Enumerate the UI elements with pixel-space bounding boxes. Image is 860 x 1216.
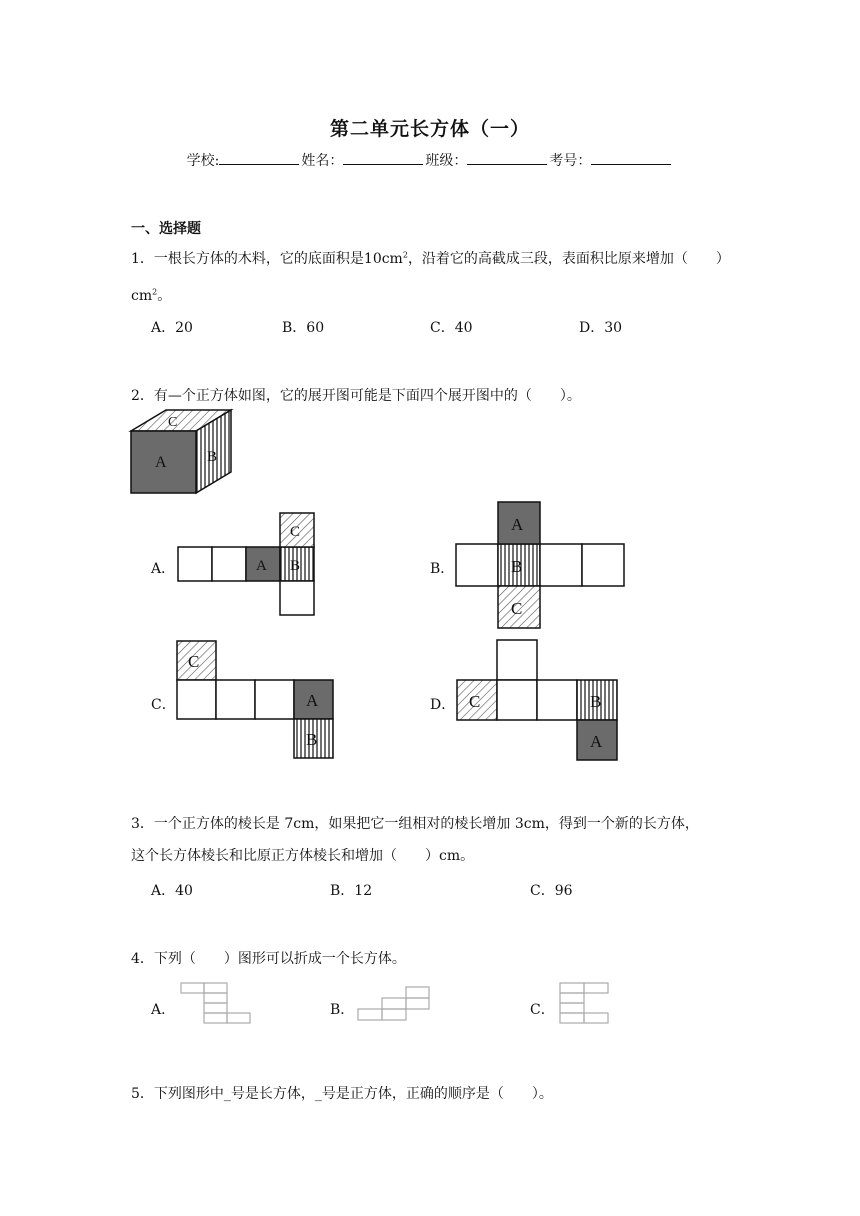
net-c-label-a: A — [306, 691, 319, 710]
q4-b-cell — [382, 998, 406, 1009]
page-title: 第二单元长方体（一） — [329, 118, 530, 140]
net-d-cell — [497, 640, 537, 680]
section-heading: 一、选择题 — [131, 221, 201, 237]
q1-unit: cm — [131, 288, 153, 304]
name-label: 姓名： — [301, 153, 344, 169]
q1-sup: 2 — [402, 250, 408, 260]
net-c-label-b: B — [306, 730, 318, 749]
q4-option-c-label[interactable]: C． — [530, 1002, 555, 1018]
q3-option-b[interactable]: B．12 — [330, 883, 373, 899]
q4-a-cell — [204, 1013, 227, 1023]
question-5-text: 5．下列图形中_号是长方体，_号是正方体，正确的顺序是（ ）。 — [131, 1086, 553, 1102]
net-c-label-c: C — [188, 652, 200, 671]
q4-a-cell — [204, 983, 227, 993]
q4-a-cell — [204, 993, 227, 1003]
cube-label-b: B — [207, 449, 218, 465]
q4-b-cell — [382, 1009, 406, 1020]
q1-option-b[interactable]: B．60 — [282, 320, 325, 336]
q4-option-b-label[interactable]: B． — [330, 1002, 355, 1018]
net-c-cell — [177, 680, 216, 719]
question-4-text: 4．下列（ ）图形可以折成一个长方体。 — [131, 951, 406, 967]
net-a-cell — [280, 581, 314, 615]
q2-option-b-label[interactable]: B． — [430, 561, 455, 577]
q4-a-cell — [227, 1013, 250, 1023]
q1-unit-sup: 2 — [152, 287, 158, 297]
q4-c-cell — [560, 983, 584, 993]
q4-c-cell — [584, 1013, 608, 1023]
net-d-cell — [537, 680, 577, 720]
school-label: 学校: — [186, 153, 220, 169]
q2-option-d-label[interactable]: D． — [430, 697, 456, 713]
q4-a-cell — [204, 1003, 227, 1013]
net-b-cell — [540, 544, 582, 586]
q1-option-c[interactable]: C．40 — [430, 320, 473, 336]
cube-figure — [131, 410, 231, 493]
q4-b-cell — [406, 987, 429, 998]
q2-option-c-label[interactable]: C． — [151, 697, 176, 713]
net-b-label-b: B — [511, 557, 523, 576]
net-a-label-b: B — [290, 558, 301, 574]
question-3-line2: 这个长方体棱长和比原正方体棱长和增加（ ）cm。 — [131, 848, 475, 864]
net-a-cell — [178, 547, 212, 581]
q2-option-a-label[interactable]: A． — [151, 561, 176, 577]
q4-net-b[interactable] — [358, 987, 429, 1020]
net-b-label-c: C — [511, 599, 523, 618]
q4-c-cell — [584, 983, 608, 993]
exam-no-label: 考号： — [549, 153, 592, 169]
q4-c-cell — [560, 1013, 584, 1023]
net-d-label-a: A — [590, 732, 603, 751]
q4-option-a-label[interactable]: A． — [151, 1002, 176, 1018]
net-d-label-b: B — [590, 692, 602, 711]
net-b-label-a: A — [511, 515, 524, 534]
net-b-cell — [582, 544, 624, 586]
q4-b-cell — [358, 1009, 382, 1020]
q1-end: 。 — [157, 288, 172, 304]
q3-option-a[interactable]: A．40 — [151, 883, 193, 899]
net-d-label-c: C — [469, 692, 481, 711]
q1-option-a[interactable]: A．20 — [151, 320, 193, 336]
net-c-cell — [255, 680, 294, 719]
q4-b-cell — [406, 998, 429, 1009]
net-a-label-c: C — [290, 524, 301, 540]
q4-net-a[interactable] — [181, 983, 250, 1023]
question-2-text: 2．有—个正方体如图，它的展开图可能是下面四个展开图中的（ ）。 — [131, 388, 581, 404]
net-a-label-a: A — [256, 558, 267, 574]
q1-text-a: 1．一根长方体的木料，它的底面积是10cm — [131, 251, 403, 267]
question-3-line1: 3．一个正方体的棱长是 7cm，如果把它一组相对的棱长增加 3cm，得到一个新的长方体， — [131, 816, 699, 832]
net-option-b[interactable] — [456, 502, 624, 628]
q3-option-c[interactable]: C．96 — [530, 883, 573, 899]
q4-c-cell — [560, 1003, 584, 1013]
net-a-cell — [212, 547, 246, 581]
q1-text-b: ，沿着它的高截成三段，表面积比原来增加（ ） — [407, 251, 730, 267]
class-label: 班级： — [425, 153, 468, 169]
net-b-cell — [456, 544, 498, 586]
q4-net-c[interactable] — [560, 983, 608, 1023]
net-d-cell — [497, 680, 537, 720]
cube-label-a: A — [155, 454, 167, 471]
cube-label-c: C — [168, 415, 178, 430]
q4-a-cell — [181, 983, 204, 993]
q4-c-cell — [560, 993, 584, 1003]
net-c-cell — [216, 680, 255, 719]
q1-option-d[interactable]: D．30 — [579, 320, 623, 336]
